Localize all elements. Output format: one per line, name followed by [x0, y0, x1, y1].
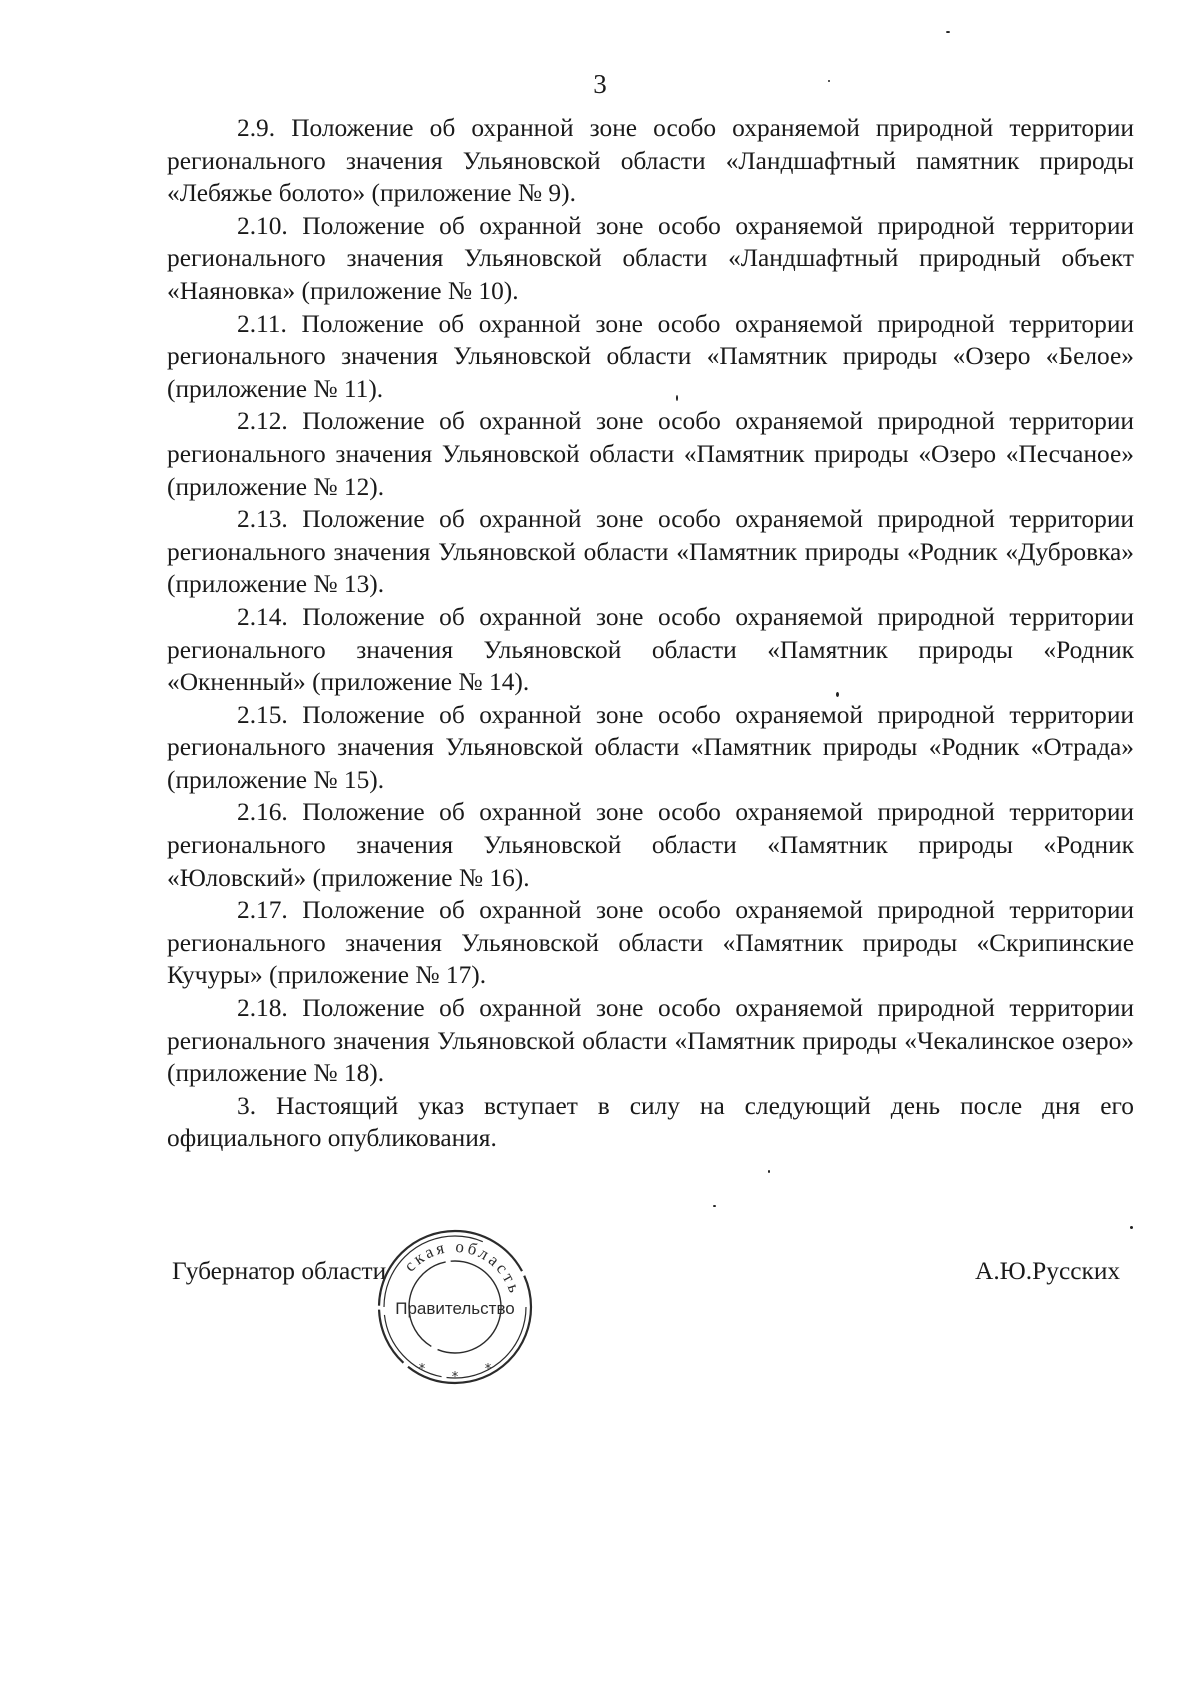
seal-star-icon: * [451, 1370, 459, 1385]
scan-speck [676, 395, 678, 401]
scan-speck [713, 1205, 716, 1207]
clause-2-11: 2.11. Положение об охранной зоне особо охраняемой природной территории регионального значения Ульяновской области «Памятник природы «Озеро «Белое» (приложение № 11). [167, 309, 1134, 403]
clause-2-16: 2.16. Положение об охранной зоне особо охраняемой природной территории регионального значения Ульяновской области «Памятник природы «Родник «Юловский» (приложение № 16). [167, 798, 1134, 892]
scan-speck [768, 1170, 770, 1173]
page-number: 3 [593, 69, 607, 99]
clause-2-10: 2.10. Положение об охранной зоне особо охраняемой природной территории регионального значения Ульяновской области «Ландшафтный природный объект «Наяновка» (приложение № 10). [167, 211, 1134, 305]
clause-2-15: 2.15. Положение об охранной зоне особо охраняемой природной территории регионального значения Ульяновской области «Памятник природы «Родник «Отрада» (приложение № 15). [167, 700, 1134, 794]
signatory-name: А.Ю.Русских [975, 1257, 1121, 1285]
clause-2-17: 2.17. Положение об охранной зоне особо охраняемой природной территории регионального значения Ульяновской области «Памятник природы «Скрипинские Кучуры» (приложение № 17). [167, 896, 1134, 990]
seal-ring-text: ская область [400, 1236, 526, 1298]
seal-center-text: Правительство [395, 1299, 515, 1318]
clause-2-18: 2.18. Положение об охранной зоне особо охраняемой природной территории регионального значения Ульяновской области «Памятник природы «Чекалинское озеро» (приложение № 18). [167, 994, 1134, 1088]
scan-speck [828, 80, 830, 82]
clause-2-13: 2.13. Положение об охранной зоне особо охраняемой природной территории регионального значения Ульяновской области «Памятник природы «Родник «Дубровка» (приложение № 13). [167, 505, 1134, 599]
clause-3-effective-date: 3. Настоящий указ вступает в силу на следующий день после дня его официального опубликования. [167, 1091, 1134, 1153]
seal-star-icon: * [484, 1362, 492, 1377]
clause-2-14: 2.14. Положение об охранной зоне особо охраняемой природной территории регионального значения Ульяновской области «Памятник природы «Родник «Окненный» (приложение № 14). [167, 602, 1134, 697]
scan-speck [1130, 1226, 1133, 1229]
scan-speck [946, 31, 950, 33]
clause-2-9: 2.9. Положение об охранной зоне особо охраняемой природной территории регионального значения Ульяновской области «Ландшафтный памятник природы «Лебяжье болото» (приложение № 9). [167, 114, 1134, 208]
scan-speck [836, 692, 839, 697]
seal-star-icon: * [418, 1362, 426, 1377]
official-seal [370, 1223, 540, 1388]
clause-2-12: 2.12. Положение об охранной зоне особо охраняемой природной территории регионального значения Ульяновской области «Памятник природы «Озеро «Песчаное» (приложение № 12). [167, 407, 1134, 501]
document-body [167, 112, 1134, 1155]
signatory-position: Губернатор области [172, 1257, 387, 1285]
